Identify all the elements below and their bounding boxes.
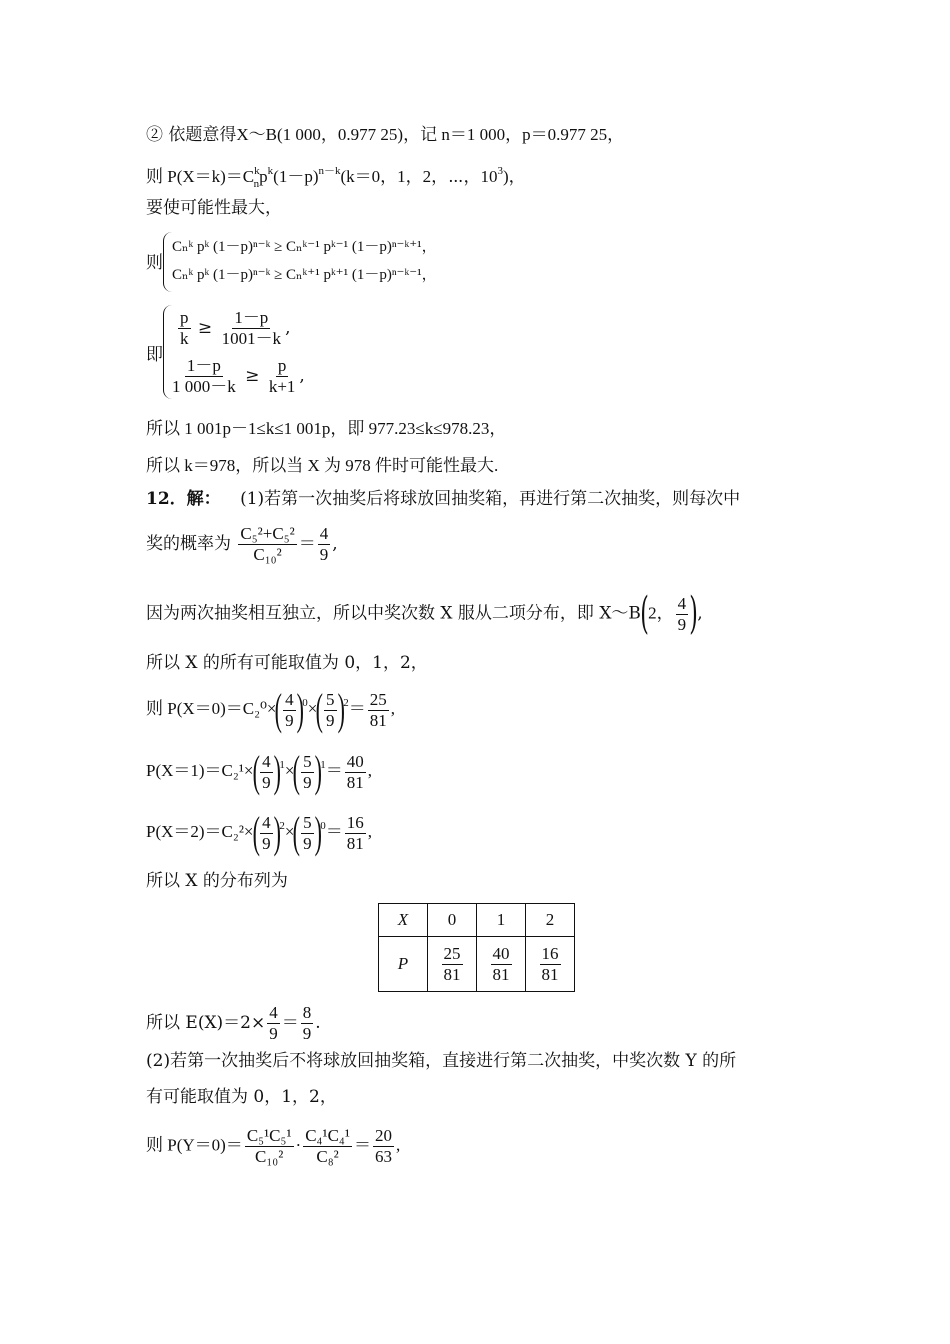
p0-rparen-a: ) [296,685,304,734]
system-1-row-1 [172,236,437,258]
fraction-4-9-b: $\frac{4}{9}$ [677,593,687,634]
py0-frac-b: $\frac{\text{C₄¹C₄¹}}{\text{C₈²}}$ [305,1126,350,1166]
system-brace-1 [163,232,172,292]
system-1-row-2 [172,264,437,286]
line-19 [146,1050,736,1072]
py0-eq: ＝ [353,1135,371,1155]
p1-prefix: P(X＝1)＝C₂¹× [146,760,254,780]
line-10-text: (1)若第一次抽奖后将球放回抽奖箱，再进行第二次抽奖，则每次中 [240,489,741,509]
p1-rparen-a: ) [273,747,281,796]
line-3 [146,197,282,219]
p1-eq: ＝ [325,760,343,780]
table-cell-p1: $\frac{40}{81}$ [477,937,526,992]
p0-exp-b: 2 [343,696,349,709]
ex-result: $\frac{8}{9}$ [302,1003,312,1043]
line-11 [146,524,338,565]
problem-number: 12．解： [146,489,221,509]
table-cell-p0: $\frac{25}{81}$ [428,937,477,992]
ex-prefix: 所以 E(X)＝2× [146,1013,266,1033]
py0-result: $\frac{20}{63}$ [374,1126,392,1166]
line-12 [146,588,703,639]
line-6-prefix [146,344,163,366]
line-3-text: 要使可能性最大， [146,198,282,218]
p2-prefix: P(X＝2)＝C₂²× [146,821,254,841]
ge-sign-1: ≥ [197,318,213,338]
line-2-rest: (k＝0，1，2，⋯，10 [340,167,498,186]
line-13-text: 所以 X 的所有可能取值为 0，1，2， [146,653,428,673]
p0-rparen-b: ) [337,685,345,734]
line-1-prefix: ② 依题意得 [146,125,237,145]
system-2-row-2 [168,356,305,397]
table-header-row [379,904,575,937]
p1-comma: , [367,760,372,780]
fraction-win-prob: $\frac{\text{C₅²+C₅²}}{\text{C₁₀²}}$ [240,524,295,564]
line-2 [146,160,526,195]
fraction-p-over-kp1: $\frac{p}{k+1}$ [268,356,296,396]
table-header-2: 2 [526,904,575,937]
one-minus-p: (1－p) [273,167,319,186]
fraction-4-9-a: $\frac{4}{9}$ [319,524,329,564]
table-cell-p2: $\frac{16}{81}$ [526,937,575,992]
line-2-math: P(X＝k)＝C [167,167,255,186]
p1-frac-5-9: $\frac{5}{9}$ [303,751,312,792]
py0-dot: · [295,1135,302,1155]
p2-rparen-b: ) [314,808,322,857]
table-row-label: P [379,937,428,992]
p-power: p [259,167,268,186]
line-9-text: 所以 k＝978，所以当 X 为 978 件时可能性最大. [146,456,499,475]
p0-lparen-b: ( [316,685,324,734]
p1-times: × [284,760,295,780]
line-p0 [146,685,395,734]
line-17-text: 所以 X 的分布列为 [146,871,288,891]
line-13 [146,652,428,674]
p2-rparen-a: ) [273,808,281,857]
line-21 [146,1126,400,1167]
ex-eq: ＝ [281,1013,299,1033]
system-1-row-1-text: Cₙᵏ pᵏ (1－p)ⁿ⁻ᵏ ≥ Cₙᵏ⁻¹ pᵏ⁻¹ (1－p)ⁿ⁻ᵏ⁺¹， [172,239,437,255]
line-18 [146,1003,321,1044]
fraction-1mp-over-1001mk: $\frac{1-p}{1001-k}$ [221,308,282,348]
ex-frac-4-9: $\frac{4}{9}$ [269,1003,278,1043]
sub-n: n [253,178,260,190]
line-20 [146,1086,337,1108]
p1-lparen-a: ( [252,747,260,796]
two-comma: 2， [648,603,674,623]
lparen-1: ( [640,588,649,639]
line-2-prefix: 则 [146,167,163,186]
fraction-1mp-over-1000mk: $\frac{1-p}{1 000-k}$ [172,356,236,396]
table-header-0: 0 [428,904,477,937]
p1-exp-a: 1 [279,758,285,771]
p2-eq: ＝ [325,821,343,841]
line-12-text: 因为两次抽奖相互独立，所以中奖次数 X 服从二项分布，即 X～B [146,603,641,624]
table-header-x: X [379,904,428,937]
system-2-row-1 [176,308,290,349]
py0-comma: , [395,1135,401,1155]
ge-sign-2: ≥ [245,366,260,386]
distribution-table [378,903,575,992]
p0-prefix: 则 P(X＝0)＝C₂⁰× [146,698,277,718]
p1-exp-b: 1 [320,758,326,771]
sup-k-2: k [267,165,274,177]
comma-1: , [285,318,291,338]
p2-frac-5-9: $\frac{5}{9}$ [303,812,312,853]
rparen-1: ) [689,588,698,639]
p2-exp-b: 0 [320,819,326,832]
ji-label: 即 [146,345,163,365]
line-8 [146,418,506,440]
comma-3: , [332,534,338,554]
line-8-text: 所以 1 001p－1≤k≤1 001p，即 977.23≤k≤978.23， [146,419,507,438]
sup-k: k [254,165,260,177]
py0-frac-a: $\frac{\text{C₅¹C₅¹}}{\text{C₁₀²}}$ [246,1126,292,1166]
line-20-text: 有可能取值为 0，1，2， [146,1087,337,1107]
line-10 [146,488,740,510]
line-p2 [146,808,372,857]
p1-rparen-b: ) [314,747,322,796]
p1-result: $\frac{40}{81}$ [346,751,364,792]
table-header-1: 1 [477,904,526,937]
table-prob-row [379,937,575,992]
p2-result: $\frac{16}{81}$ [346,812,364,853]
p0-exp-a: 0 [302,696,308,709]
p0-frac-4-9: $\frac{4}{9}$ [285,689,294,730]
line-9 [146,455,498,477]
line-2-end: )， [502,167,526,186]
p1-frac-4-9: $\frac{4}{9}$ [262,751,271,792]
p0-lparen-a: ( [275,685,283,734]
ex-period: . [315,1013,321,1033]
p2-comma: , [367,821,372,841]
p1-lparen-b: ( [293,747,301,796]
p0-frac-5-9: $\frac{5}{9}$ [326,689,335,730]
p2-times: × [284,821,295,841]
ze-label: 则 [146,253,163,273]
line-19-text: (2)若第一次抽奖后不将球放回抽奖箱，直接进行第二次抽奖，中奖次数 Y 的所 [146,1051,737,1071]
comma-4: , [697,603,703,624]
comma-2: , [299,366,305,386]
p2-frac-4-9: $\frac{4}{9}$ [262,812,271,853]
line-4-prefix [146,252,163,274]
system-1-row-2-text: Cₙᵏ pᵏ (1－p)ⁿ⁻ᵏ ≥ Cₙᵏ⁺¹ pᵏ⁺¹ (1－p)ⁿ⁻ᵏ⁻¹， [172,267,437,283]
line-1-math: X～B(1 000，0.977 25)，记 n＝1 000，p＝0.977 25， [236,125,625,144]
p2-lparen-b: ( [293,808,301,857]
sup-3: 3 [497,165,503,177]
eq-1: ＝ [298,534,316,554]
p0-result: $\frac{25}{81}$ [369,689,387,730]
line-11-prefix: 奖的概率为 [146,534,231,554]
p0-times: × [307,698,318,718]
line-p1 [146,747,372,796]
sup-n-minus-k: n－k [318,165,341,177]
fraction-p-over-k: $\frac{p}{k}$ [180,308,189,348]
p0-eq: ＝ [348,698,366,718]
p2-exp-a: 2 [279,819,285,832]
py0-prefix: 则 P(Y＝0)＝ [146,1135,243,1155]
line-1 [146,124,624,146]
line-17 [146,870,288,892]
p2-lparen-a: ( [252,808,260,857]
p0-comma: , [390,698,395,718]
